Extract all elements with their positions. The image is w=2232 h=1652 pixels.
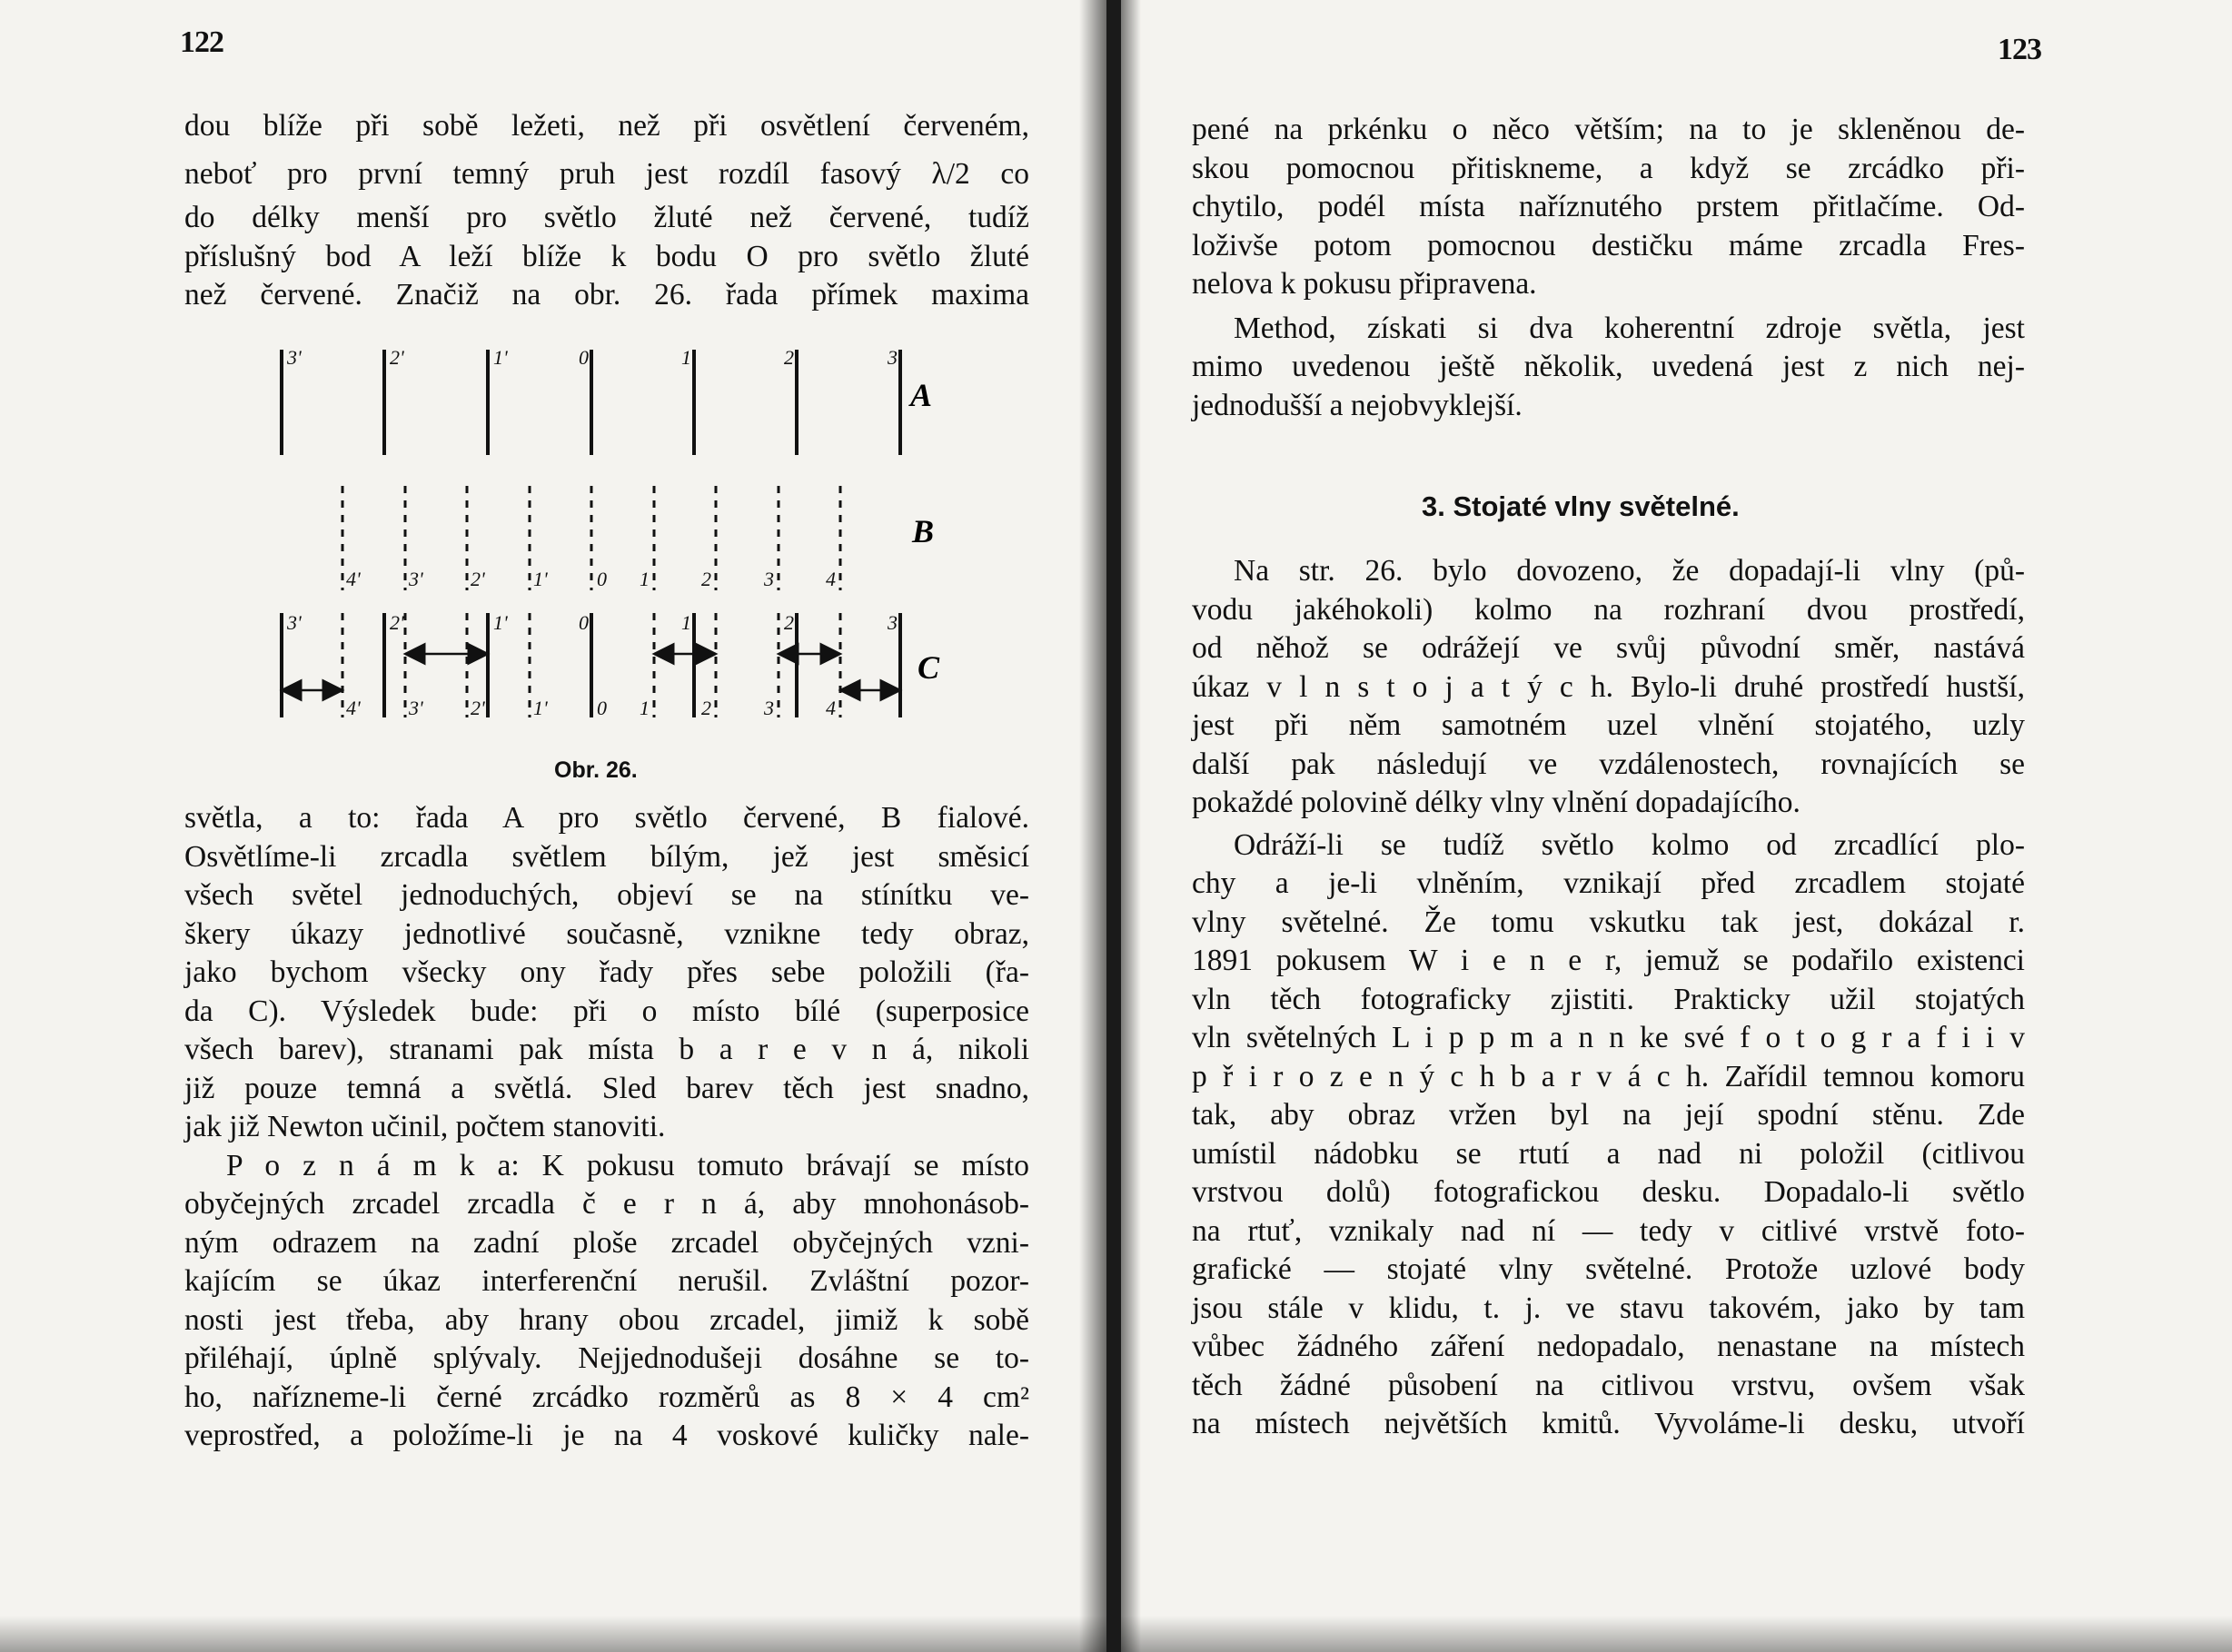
mark-label: 3 <box>888 346 898 369</box>
text-line: P o z n á m k a: K pokusu tomuto brávají se místo <box>226 1148 1029 1182</box>
right-text-top <box>1192 111 2025 425</box>
text-line: neboť pro první temný pruh jest rozdíl fasový λ/2 co <box>184 156 1029 191</box>
text-line: než červené. Značiž na obr. 26. řada přímek maxima <box>184 278 1029 312</box>
mark-label: 2 <box>701 697 711 719</box>
mark-label: 4' <box>346 697 361 719</box>
text-line: Na str. 26. bylo dovozeno, že dopadají-li vlny (pů- <box>1234 554 2025 588</box>
row-label-a: A <box>910 377 933 413</box>
text-line: veprostřed, a položíme-li je na 4 voskové kuličky nale- <box>184 1419 1029 1452</box>
mark-label: 1' <box>533 697 548 719</box>
text-line: všech světel jednoduchých, objeví se na stínítku ve- <box>184 878 1029 912</box>
gutter-shadow <box>1079 0 1106 1652</box>
mark-label: 3' <box>287 346 302 369</box>
text-line: chytilo, podél místa naříznutého prstem přitlačíme. Od- <box>1192 190 2025 223</box>
text-line: jak již Newton učinil, počtem stanoviti. <box>184 1110 666 1143</box>
text-line: vlny světelné. Že tomu vskutku tak jest, dokázal r. <box>1192 905 2025 939</box>
mark-label: 3 <box>888 611 898 634</box>
text-line: další pak následují ve vzdálenostech, rovnajících se <box>1192 747 2025 781</box>
text-line: úkaz v l n s t o j a t ý c h. Bylo-li druhé prostředí hustší, <box>1192 669 2025 704</box>
mark-label: 1 <box>640 568 650 590</box>
mark-label: 0 <box>597 568 607 590</box>
text-line: p ř i r o z e n ý c h b a r v á c h. Zařídil temnou komoru <box>1192 1059 2025 1093</box>
text-line: do délky menší pro světlo žluté než červené, tudíž <box>184 201 1029 234</box>
text-line: nelova k pokusu připravena. <box>1192 267 1537 301</box>
text-line: světla, a to: řada A pro světlo červené, B fialové. <box>184 801 1029 835</box>
page-edge-shadow <box>1121 1616 2232 1652</box>
text-line: kajícím se úkaz interferenční nerušil. Zvláštní pozor- <box>184 1264 1029 1298</box>
text-line: nosti jest třeba, aby hrany obou zrcadel, jimiž k sobě <box>184 1302 1029 1337</box>
text-line: da C). Výsledek bude: při o místo bílé (superposice <box>184 994 1029 1028</box>
left-page <box>0 0 1106 1652</box>
text-line: jsou stále v klidu, t. j. ve stavu takovém, jako by tam <box>1192 1291 2025 1325</box>
mark-label: 3 <box>764 697 774 719</box>
text-line: 1891 pokusem W i e n e r, jemuž se podařilo existenci <box>1192 944 2025 977</box>
mark-label: 2' <box>471 697 485 719</box>
text-line: již pouze temná a světlá. Sled barev těch jest snadno, <box>184 1071 1029 1105</box>
text-line: Odráží-li se tudíž světlo kolmo od zrcadlící plo- <box>1234 827 2025 862</box>
mark-label: 2 <box>784 346 794 369</box>
page-edge-shadow <box>0 1616 1106 1652</box>
text-line: vln těch fotograficky zjistiti. Prakticky užil stojatých <box>1192 982 2025 1016</box>
text-line: vln světelných L i p p m a n n ke své f o t o g r a f i i v <box>1192 1021 2025 1054</box>
mark-label: 3' <box>409 568 423 590</box>
text-line: jednodušší a nejobvyklejší. <box>1192 388 1523 422</box>
figure-row-a <box>282 350 900 455</box>
text-line: dou blíže při sobě ležeti, než při osvětlení červeném, <box>184 109 1029 143</box>
mark-label: 3' <box>409 697 423 719</box>
text-line: těch žádné působení na citlivou vrstvu, ovšem však <box>1192 1368 2025 1402</box>
text-line: mimo uvedenou ještě několik, uvedená jest z nich nej- <box>1192 350 2025 383</box>
page-number-right: 123 <box>1998 33 2041 66</box>
mark-label: 2 <box>701 568 711 590</box>
row-label-c: C <box>918 649 940 686</box>
text-line: na rtuť, vznikaly nad ní — tedy v citlivé vrstvě foto- <box>1192 1213 2025 1248</box>
mark-label: 4' <box>346 568 361 590</box>
mark-label: 1 <box>681 611 691 634</box>
text-line: škery úkazy jednotlivé současně, vznikne tedy obraz, <box>184 916 1029 951</box>
text-line: pokaždé polovině délky vlny vlnění dopadajícího. <box>1192 786 1800 819</box>
text-line: ným odrazem na zadní ploše zrcadel obyčejných vzni- <box>184 1225 1029 1260</box>
text-line: skou pomocnou přitiskneme, a když se zrcádko při- <box>1192 151 2025 185</box>
row-label-b: B <box>912 513 935 549</box>
text-line: pené na prkénku o něco větším; na to je skleněnou de- <box>1192 113 2025 146</box>
mark-label: 3' <box>287 611 302 634</box>
gutter-shadow <box>1121 0 1141 1652</box>
text-line: umístil nádobku se rtutí a nad ni položil (citlivou <box>1192 1136 2025 1171</box>
mark-label: 0 <box>579 346 589 369</box>
mark-label: 3 <box>764 568 774 590</box>
text-line: chy a je-li vlněním, vznikají před zrcadlem stojaté <box>1192 866 2025 900</box>
mark-label: 0 <box>597 697 607 719</box>
left-text-top <box>184 107 1029 315</box>
mark-label: 4 <box>826 568 836 590</box>
text-line: vrstvou dolů) fotografickou desku. Dopadalo-li světlo <box>1192 1175 2025 1209</box>
text-line: loživše potom pomocnou destičku máme zrcadla Fres- <box>1192 228 2025 262</box>
mark-label: 1' <box>493 346 508 369</box>
mark-label: 1' <box>493 611 508 634</box>
text-line: přiléhají, úplně splývaly. Nejjednodušeji dosáhne se to- <box>184 1341 1029 1375</box>
text-line: ho, nařízneme-li černé zrcádko rozměrů as 8 × 4 cm² <box>184 1380 1029 1414</box>
text-line: jest při něm samotném uzel vlnění stojatého, uzly <box>1192 708 2025 742</box>
mark-label: 1 <box>640 697 650 719</box>
text-line: grafické — stojaté vlny světelné. Protože uzlové body <box>1192 1252 2025 1286</box>
text-line: Osvětlíme-li zrcadla světlem bílým, jež jest směsicí <box>184 839 1029 874</box>
section-heading: 3. Stojaté vlny světelné. <box>1422 490 1740 522</box>
text-line: na místech největších kmitů. Vyvoláme-li desku, utvoří <box>1192 1407 2025 1440</box>
mark-label: 4 <box>826 697 836 719</box>
text-line: vůbec žádného záření nedopadalo, nenastane na místech <box>1192 1330 2025 1363</box>
text-line: od něhož se odrážejí ve svůj původní směr, nastává <box>1192 631 2025 665</box>
figure-row-c <box>282 613 900 717</box>
mark-label: 2' <box>390 346 404 369</box>
text-line: obyčejných zrcadel zrcadla č e r n á, aby mnohonásob- <box>184 1187 1029 1221</box>
mark-label: 0 <box>579 611 589 634</box>
mark-label: 2 <box>784 611 794 634</box>
right-page <box>1121 0 2232 1652</box>
figure-26 <box>218 341 999 740</box>
text-line: všech barev), stranami pak místa b a r e v n á, nikoli <box>184 1033 1029 1066</box>
mark-label: 1' <box>533 568 548 590</box>
text-line: jako bychom všecky ony řady přes sebe položili (řa- <box>184 955 1029 989</box>
text-line: tak, aby obraz vržen byl na její spodní stěnu. Zde <box>1192 1098 2025 1132</box>
left-text-bottom <box>184 799 1029 1456</box>
right-text-bottom <box>1192 552 2025 1444</box>
figure-caption: Obr. 26. <box>554 757 638 783</box>
text-line: vodu jakéhokoli) kolmo na rozhraní dvou prostředí, <box>1192 592 2025 627</box>
mark-label: 1 <box>681 346 691 369</box>
text-line: Method, získati si dva koherentní zdroje světla, jest <box>1234 311 2025 345</box>
page-number-left: 122 <box>180 25 223 59</box>
mark-label: 2' <box>390 611 404 634</box>
text-line: příslušný bod A leží blíže k bodu O pro světlo žluté <box>184 239 1029 273</box>
mark-label: 2' <box>471 568 485 590</box>
